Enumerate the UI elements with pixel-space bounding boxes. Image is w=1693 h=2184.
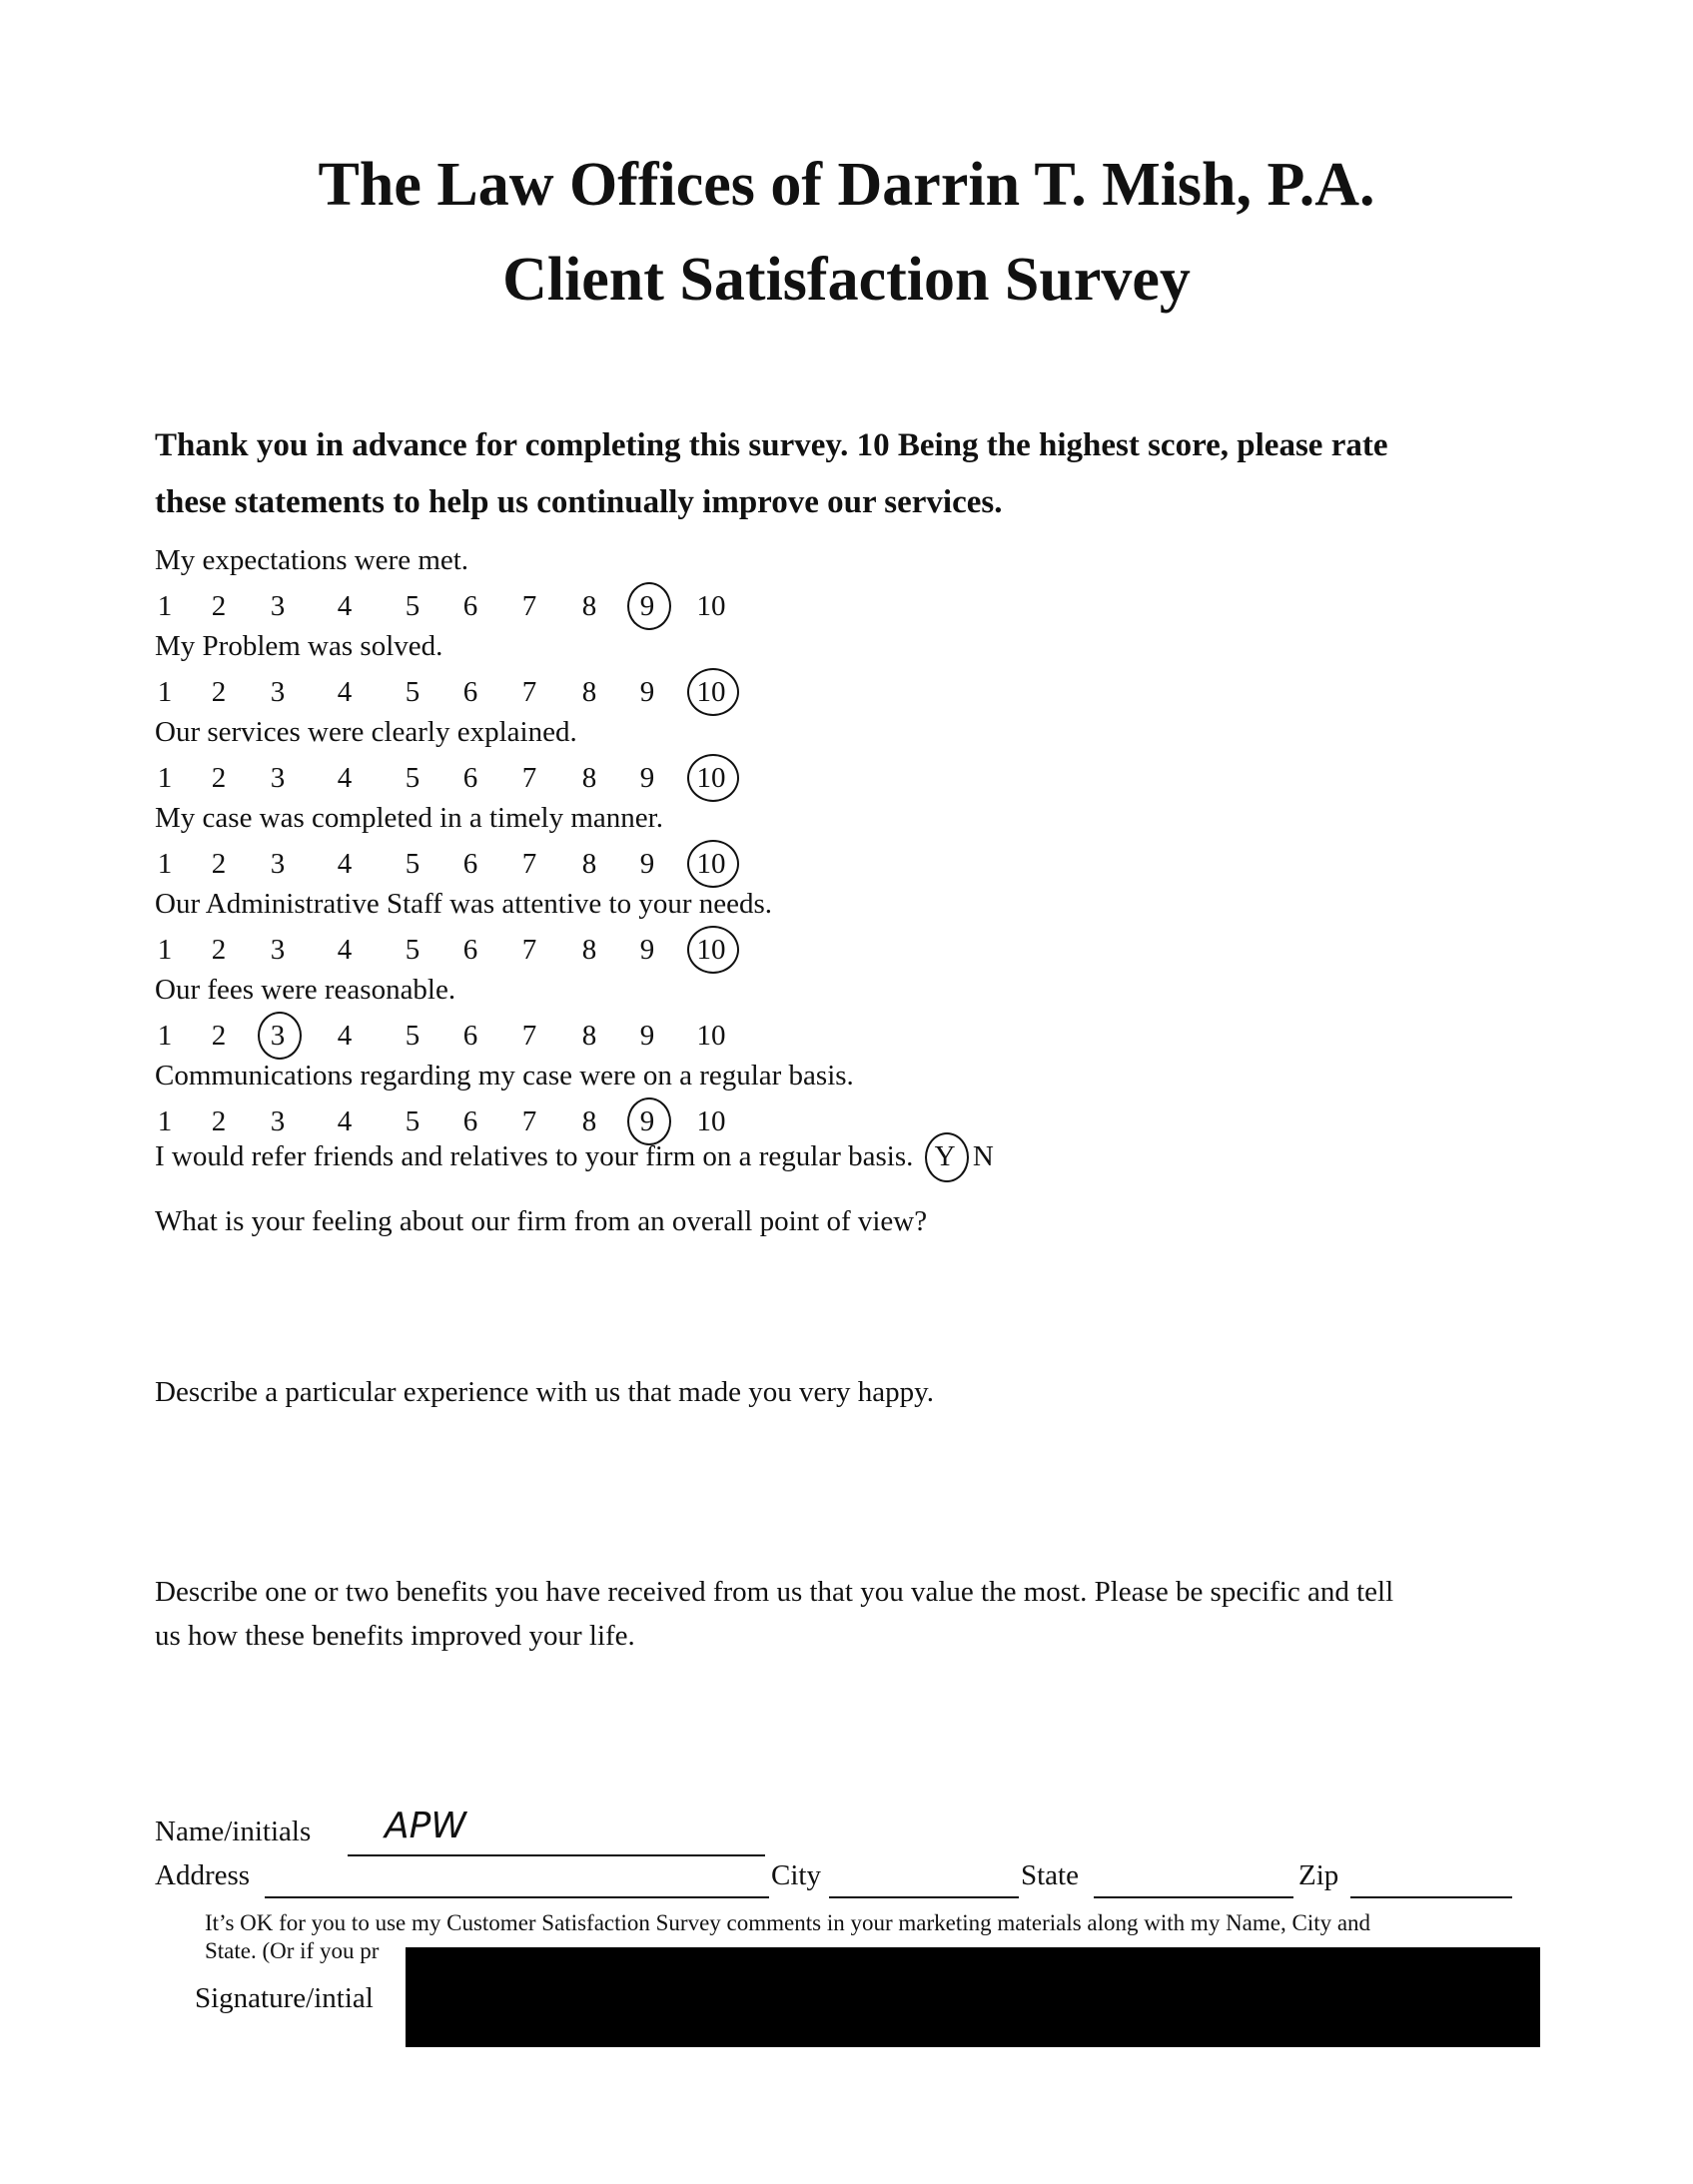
overall-feeling-question: What is your feeling about our firm from an overall point of view? (155, 1205, 928, 1237)
question-5-option-3[interactable]: 3 (270, 934, 286, 966)
question-1-option-4[interactable]: 4 (337, 590, 353, 622)
survey-title: Client Satisfaction Survey (502, 246, 1191, 314)
question-6-option-5[interactable]: 5 (405, 1020, 421, 1052)
refer-yes-label: Y (934, 1140, 956, 1172)
question-2-option-7[interactable]: 7 (521, 676, 537, 708)
name-label: Name/initials (155, 1816, 312, 1847)
question-2-selected-circle (687, 668, 739, 716)
question-7-option-2[interactable]: 2 (211, 1105, 227, 1137)
question-7-option-1[interactable]: 1 (157, 1105, 173, 1137)
question-1-option-8[interactable]: 8 (581, 590, 597, 622)
question-1-option-2[interactable]: 2 (211, 590, 227, 622)
question-6-option-1[interactable]: 1 (157, 1020, 173, 1052)
state-field[interactable] (1094, 1896, 1293, 1898)
refer-question (155, 1140, 994, 1173)
question-4-scale (0, 844, 799, 884)
question-5-option-1[interactable]: 1 (157, 934, 173, 966)
question-6-option-3[interactable]: 3 (270, 1020, 286, 1052)
question-7-option-3[interactable]: 3 (270, 1105, 286, 1137)
refer-no-option[interactable]: N (972, 1140, 994, 1172)
question-1-text: My expectations were met. (155, 544, 469, 576)
question-3-text: Our services were clearly explained. (155, 716, 577, 748)
question-4-option-1[interactable]: 1 (157, 848, 173, 880)
question-3-option-5[interactable]: 5 (405, 762, 421, 794)
question-6-option-6[interactable]: 6 (462, 1020, 478, 1052)
question-4-selected-circle (687, 840, 739, 888)
question-6-option-9[interactable]: 9 (639, 1020, 655, 1052)
question-3-option-7[interactable]: 7 (521, 762, 537, 794)
question-4-option-9[interactable]: 9 (639, 848, 655, 880)
question-1-option-1[interactable]: 1 (157, 590, 173, 622)
question-6-option-10[interactable]: 10 (696, 1020, 726, 1052)
question-3-option-6[interactable]: 6 (462, 762, 478, 794)
question-4-option-2[interactable]: 2 (211, 848, 227, 880)
address-field[interactable] (265, 1896, 769, 1898)
question-4-option-3[interactable]: 3 (270, 848, 286, 880)
name-handwritten-value: APW (385, 1806, 466, 1846)
benefits-question-line-2: us how these benefits improved your life. (155, 1620, 635, 1652)
question-2-text: My Problem was solved. (155, 630, 443, 662)
question-6-option-2[interactable]: 2 (211, 1020, 227, 1052)
question-2-option-1[interactable]: 1 (157, 676, 173, 708)
question-4-text: My case was completed in a timely manner. (155, 802, 663, 834)
question-3-selected-circle (687, 754, 739, 802)
happy-experience-question: Describe a particular experience with us that made you very happy. (155, 1376, 934, 1408)
question-2-option-3[interactable]: 3 (270, 676, 286, 708)
question-4-option-5[interactable]: 5 (405, 848, 421, 880)
question-4-option-6[interactable]: 6 (462, 848, 478, 880)
question-6-option-4[interactable]: 4 (337, 1020, 353, 1052)
question-1-option-6[interactable]: 6 (462, 590, 478, 622)
question-2-option-10[interactable]: 10 (696, 676, 726, 708)
address-label: Address (155, 1859, 251, 1891)
refer-question-text: I would refer friends and relatives to your firm on a regular basis. (155, 1140, 914, 1172)
city-field[interactable] (829, 1896, 1019, 1898)
question-6-selected-circle (258, 1012, 302, 1060)
question-7-option-7[interactable]: 7 (521, 1105, 537, 1137)
intro-line-2: these statements to help us continually improve our services. (155, 484, 1003, 520)
question-3-option-3[interactable]: 3 (270, 762, 286, 794)
question-5-option-5[interactable]: 5 (405, 934, 421, 966)
question-5-option-7[interactable]: 7 (521, 934, 537, 966)
firm-title: The Law Offices of Darrin T. Mish, P.A. (318, 151, 1375, 219)
question-7-option-8[interactable]: 8 (581, 1105, 597, 1137)
question-7-selected-circle (627, 1097, 671, 1145)
question-4-option-10[interactable]: 10 (696, 848, 726, 880)
question-3-option-4[interactable]: 4 (337, 762, 353, 794)
question-2-option-4[interactable]: 4 (337, 676, 353, 708)
question-6-scale (0, 1016, 799, 1056)
question-3-option-2[interactable]: 2 (211, 762, 227, 794)
question-5-scale (0, 930, 799, 970)
question-6-text: Our fees were reasonable. (155, 974, 456, 1006)
question-7-option-4[interactable]: 4 (337, 1105, 353, 1137)
question-3-option-8[interactable]: 8 (581, 762, 597, 794)
question-2-option-9[interactable]: 9 (639, 676, 655, 708)
city-label: City (771, 1859, 821, 1891)
question-2-option-2[interactable]: 2 (211, 676, 227, 708)
question-1-option-10[interactable]: 10 (696, 590, 726, 622)
question-7-option-9[interactable]: 9 (639, 1105, 655, 1137)
question-5-option-4[interactable]: 4 (337, 934, 353, 966)
zip-field[interactable] (1350, 1896, 1512, 1898)
redaction-bar (406, 1947, 1540, 2047)
question-3-option-10[interactable]: 10 (696, 762, 726, 794)
question-6-option-7[interactable]: 7 (521, 1020, 537, 1052)
question-1-scale (0, 586, 799, 626)
consent-line-1: It’s OK for you to use my Customer Satisfaction Survey comments in your marketing materials along with my Name, City and (205, 1910, 1371, 1935)
refer-yes-option[interactable] (935, 1140, 956, 1173)
question-7-option-10[interactable]: 10 (696, 1105, 726, 1137)
question-5-option-6[interactable]: 6 (462, 934, 478, 966)
question-4-option-7[interactable]: 7 (521, 848, 537, 880)
question-4-option-4[interactable]: 4 (337, 848, 353, 880)
question-5-text: Our Administrative Staff was attentive to your needs. (155, 888, 773, 920)
consent-line-2: State. (Or if you pr (205, 1938, 380, 1963)
question-3-option-9[interactable]: 9 (639, 762, 655, 794)
question-4-option-8[interactable]: 8 (581, 848, 597, 880)
question-5-option-2[interactable]: 2 (211, 934, 227, 966)
question-7-option-6[interactable]: 6 (462, 1105, 478, 1137)
question-2-option-6[interactable]: 6 (462, 676, 478, 708)
question-5-option-8[interactable]: 8 (581, 934, 597, 966)
intro-line-1: Thank you in advance for completing this survey. 10 Being the highest score, please rate (155, 427, 1388, 463)
question-5-selected-circle (687, 926, 739, 974)
name-field[interactable] (348, 1854, 765, 1856)
question-2-scale (0, 672, 799, 712)
question-1-option-7[interactable]: 7 (521, 590, 537, 622)
question-1-option-5[interactable]: 5 (405, 590, 421, 622)
question-5-option-10[interactable]: 10 (696, 934, 726, 966)
question-6-option-8[interactable]: 8 (581, 1020, 597, 1052)
question-7-option-5[interactable]: 5 (405, 1105, 421, 1137)
question-2-option-8[interactable]: 8 (581, 676, 597, 708)
question-1-option-3[interactable]: 3 (270, 590, 286, 622)
state-label: State (1021, 1859, 1079, 1891)
question-3-option-1[interactable]: 1 (157, 762, 173, 794)
question-7-scale (0, 1101, 799, 1141)
zip-label: Zip (1298, 1859, 1339, 1891)
question-3-scale (0, 758, 799, 798)
question-1-selected-circle (627, 582, 671, 630)
question-1-option-9[interactable]: 9 (639, 590, 655, 622)
question-2-option-5[interactable]: 5 (405, 676, 421, 708)
signature-label: Signature/intial (195, 1982, 374, 2014)
question-7-text: Communications regarding my case were on a regular basis. (155, 1060, 854, 1092)
question-5-option-9[interactable]: 9 (639, 934, 655, 966)
benefits-question-line-1: Describe one or two benefits you have received from us that you value the most. Please be specific and tell (155, 1576, 1394, 1608)
refer-yes-circle (925, 1132, 969, 1182)
